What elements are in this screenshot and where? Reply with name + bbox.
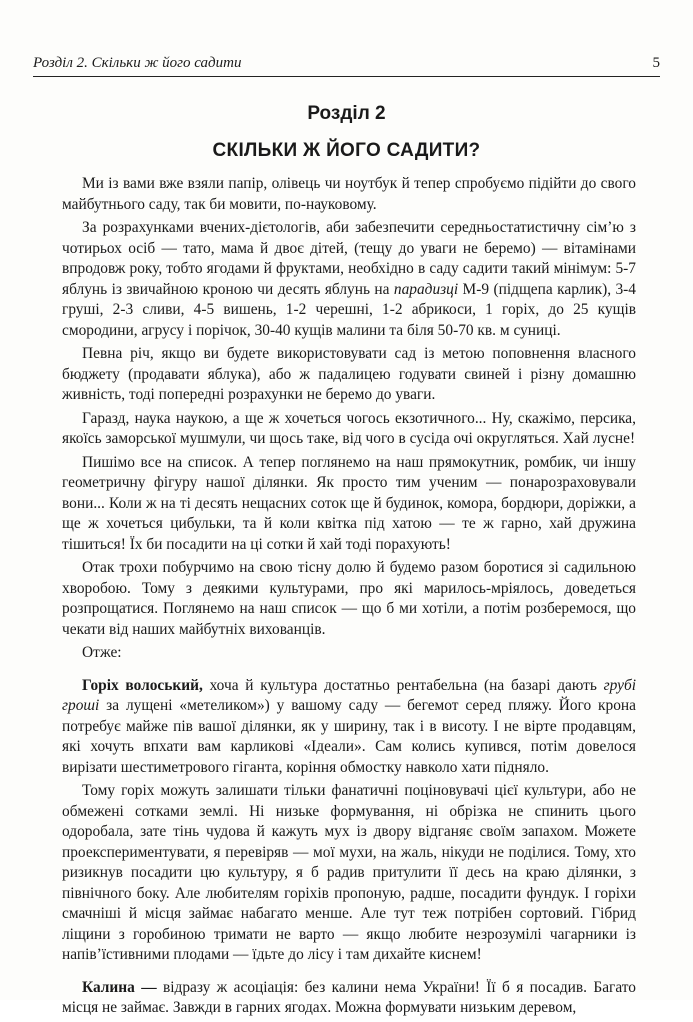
paragraph-calculations-start: За розрахунками вчених-дієтологів, аби забезпечити середньостатистичну сім’ю з чотирьох осіб — тато, мама й двоє дітей, (тещу до уваги не беремо) — вітамінами впродовж року, тобто ягодами й фруктами, необхідно в саду садити такий мінімум: 5-7 яблунь із звичайною кроною чи десять яблунь на <box>62 219 636 298</box>
paragraph-calculations <box>62 218 636 341</box>
running-header <box>33 52 660 77</box>
viburnum-term: Калина — <box>82 978 157 996</box>
page-number: 5 <box>652 55 660 71</box>
chapter-label: Розділ 2 <box>307 103 386 124</box>
paragraph-walnut-a: хоча й культура достатньо рентабельна (на базарі дають <box>202 676 604 694</box>
running-title: Розділ 2. Скільки ж його садити <box>33 55 242 71</box>
body-text <box>62 174 636 1022</box>
paragraph-exotic: Гаразд, наука наукою, а ще ж хочеться чогось екзотичного... Ну, скажімо, персика, якоїсь заморської мушмули, чи щось таке, від чого в сусіда очі округляться. Хай лусне! <box>62 409 636 447</box>
paragraph-so: Отже: <box>82 644 122 661</box>
paragraph-budget: Певна річ, якщо ви будете використовувати сад із метою поповнення власного бюджету (продавати яблука), або ж падалицею годувати свиней і різну домашню живність, тоді попередні розрахунки не беремо до уваги. <box>62 345 636 403</box>
walnut-term: Горіх волоський, <box>82 676 203 694</box>
paradizka-term: парадизці <box>393 280 459 298</box>
paragraph-walnut-advice: Тому горіх можуть залишати тільки фанатичні поціновувачі цієї культури, або не обмежені сотками землі. Ні низьке формування, ні обрізка не спинить цього одоробала, зате тінь чудова й кажуть мух із двору відганяє своїм запахом. Можете проекспериментувати, я перевіряв — мої мухи, на жаль, нікуди не поділися. Тому, хто ризикнув посадити цю культуру, я б радив притулити її десь на краю ділянки, з північного боку. Але любителям горіхів пропоную, радше, посадити фундук. І горіхи смачніші й місця займає набагато менше. Але тут теж потрібен сортовий. Гібрид ліщини з горобиною тримати не варто — якщо любите незрозумілі чагарники із напів’їстивними плодами — їдьте до лісу і там дихайте киснем! <box>62 782 636 963</box>
paragraph-intro: Ми із вами вже взяли папір, олівець чи ноутбук й тепер спробуємо підійти до свого майбутнього саду, так би мовити, по-науковому. <box>62 175 636 213</box>
paragraph-walnut-b: за лущені «метеликом») у вашому саду — бегемот серед пляжу. Його крона потребує майже пів вашої ділянки, як у ширину, так і в висоту. І не вірте продавцям, які хочуть впхати вам карликові «Ідеали». Сам колись купився, потім довелося вирізати шестиметрового гіганта, коріння обмостку навколо хати підняло. <box>62 697 636 776</box>
walnut-italic: грубі гроші <box>62 676 636 714</box>
paragraph-walnut <box>62 676 636 779</box>
paragraph-grumble: Отак трохи побурчимо на свою тісну долю й будемо разом боротися зі садильною хворобою. Тому з деякими культурами, про які марилось-мріялось, доведеться розпрощатися. Поглянемо на наш список — що б ми хотіли, а потім розберемося, що чекати від наших майбутніх вихованців. <box>62 559 636 638</box>
chapter-title: СКІЛЬКИ Ж ЙОГО САДИТИ? <box>212 140 481 161</box>
paragraph-calculations-end: М-9 (підщепа карлик), 3-4 груші, 2-3 сливи, 4-5 вишень, 1-2 черешні, 1-2 абрикоси, 1 горіх, до 25 кущів смородини, агрусу і порічок, 30-40 кущів малини та біля 50-70 кв. м суниці. <box>62 280 636 339</box>
paragraph-list: Пишімо все на список. А тепер поглянемо на наш прямокутник, ромбик, чи іншу геометричну фігуру нашої ділянки. Як просто тим ученим — понарозраховували вони... Коли ж на ті десять нещасних соток ще й будинок, комора, бордюри, доріжки, а ще ж хочеться цибульки, та й коли квітка під хатою — те ж гарно, хай дружина тішиться! Їх би посадити на ці сотки й хай тоді порахують! <box>62 453 636 553</box>
paragraph-viburnum-rest: відразу ж асоціація: без калини нема України! Її б я посадив. Багато місця не займає. Завжди в гарних ягодах. Можна формувати низьким деревом, <box>62 978 637 1016</box>
paragraph-viburnum <box>62 978 636 1019</box>
